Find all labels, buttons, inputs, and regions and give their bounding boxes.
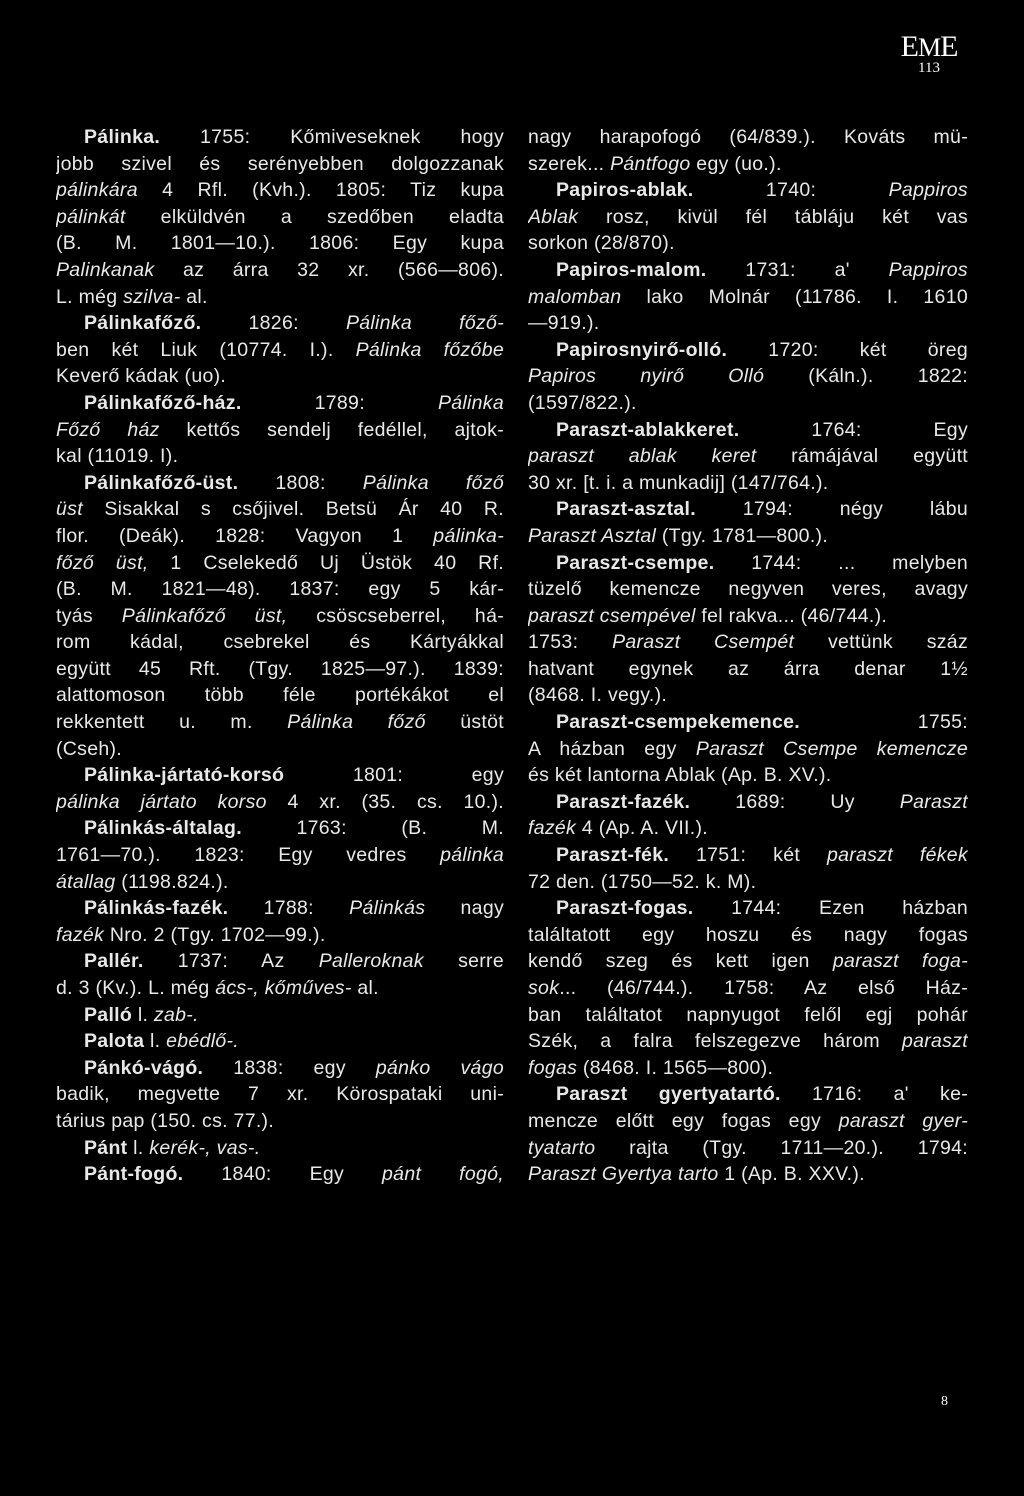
text-line bbox=[528, 1028, 968, 1055]
text-line bbox=[528, 151, 968, 178]
text-line bbox=[528, 762, 968, 789]
headword: Palota bbox=[84, 1030, 145, 1053]
text-line bbox=[528, 789, 968, 816]
text-line bbox=[56, 1135, 504, 1162]
text-line bbox=[528, 204, 968, 231]
italic-text: Pálinka főző bbox=[362, 471, 504, 494]
headword: Papiros-malom. bbox=[556, 258, 707, 281]
text-segment: nagy harapofogó (64/839.). Kováts mü- bbox=[528, 126, 968, 148]
text-segment: serre bbox=[423, 950, 504, 973]
italic-text: paraszt bbox=[901, 1030, 968, 1053]
text-line bbox=[528, 443, 968, 470]
headword: Paraszt-asztal. bbox=[556, 498, 696, 521]
text-segment: rámájával együtt bbox=[756, 445, 968, 468]
text-segment: 4 (Ap. A. VII.). bbox=[576, 817, 709, 840]
text-segment: üstöt bbox=[425, 711, 504, 734]
italic-text: Pálinka főző bbox=[287, 711, 426, 734]
text-segment: 1737: Az bbox=[143, 950, 319, 973]
text-segment: (B. M. 1801—10.). 1806: Egy kupa bbox=[56, 232, 504, 255]
text-segment: csöscseberrel, há- bbox=[287, 604, 504, 627]
italic-text: Pálinka főzőbe bbox=[355, 338, 504, 361]
text-line bbox=[56, 363, 504, 390]
text-line bbox=[56, 523, 504, 550]
text-line bbox=[56, 1002, 504, 1029]
italic-text: Pántfogo bbox=[610, 152, 691, 175]
text-line bbox=[56, 204, 504, 231]
text-segment: elküldvén a szedőben eladta bbox=[125, 205, 504, 228]
text-segment: 1788: bbox=[228, 897, 350, 920]
text-segment: alattomoson több féle portékákot el bbox=[56, 684, 504, 707]
text-segment: Keverő kádak (uo). bbox=[56, 365, 227, 388]
text-line bbox=[56, 230, 504, 257]
text-line bbox=[56, 603, 504, 630]
text-segment: 1763: (B. M. bbox=[241, 817, 504, 840]
text-segment: badik, megvette 7 xr. Körospataki uni- bbox=[56, 1083, 504, 1106]
italic-text: pánko vágo bbox=[375, 1056, 504, 1079]
text-segment: 4 Rfl. (Kvh.). 1805: Tiz kupa bbox=[137, 179, 504, 202]
italic-text: Pálinkás bbox=[349, 897, 426, 920]
page-header bbox=[894, 30, 964, 76]
text-segment: al. bbox=[351, 977, 379, 999]
text-line bbox=[528, 1002, 968, 1029]
italic-text: malomban bbox=[528, 285, 622, 308]
italic-text: pánt fogó, bbox=[382, 1163, 504, 1186]
italic-text: pálinkára bbox=[56, 179, 138, 202]
text-line bbox=[56, 337, 504, 364]
italic-text: Pálinka bbox=[437, 391, 504, 414]
text-segment: az árra 32 xr. (566—806). bbox=[154, 258, 504, 281]
text-line bbox=[528, 363, 968, 390]
text-segment: 4 xr. (35. cs. 10.). bbox=[266, 790, 504, 813]
text-line bbox=[528, 975, 968, 1002]
text-segment: d. 3 (Kv.). L. még bbox=[56, 977, 216, 999]
italic-text: kerék-, vas-. bbox=[149, 1136, 261, 1159]
text-line bbox=[56, 496, 504, 523]
italic-text: ebédlő-. bbox=[166, 1030, 239, 1053]
text-line bbox=[56, 390, 504, 417]
text-segment: l. bbox=[144, 1030, 167, 1053]
text-line bbox=[528, 682, 968, 709]
headword: Paraszt gyertyatartó. bbox=[556, 1083, 781, 1106]
signature-mark: 8 bbox=[941, 1394, 948, 1409]
italic-text: paraszt gyer- bbox=[838, 1109, 968, 1132]
text-segment: találtatott egy hoszu és nagy fogas bbox=[528, 923, 968, 946]
text-segment: ban találtatot napnyugot felől egj pohár bbox=[528, 1003, 968, 1026]
italic-text: paraszt foga- bbox=[832, 950, 968, 973]
italic-text: pálinka jártato korso bbox=[56, 790, 267, 813]
logo-letter: E bbox=[900, 30, 918, 63]
text-line bbox=[56, 1081, 504, 1108]
italic-text: Papiros nyirő Olló bbox=[528, 365, 765, 388]
text-line bbox=[528, 124, 968, 151]
text-line bbox=[528, 709, 968, 736]
text-segment: (1198.824.). bbox=[115, 870, 229, 893]
text-line bbox=[56, 1161, 504, 1188]
text-segment: 1794: négy lábu bbox=[695, 498, 968, 521]
text-line bbox=[56, 762, 504, 789]
text-line bbox=[528, 895, 968, 922]
headword: Pánkó-vágó. bbox=[84, 1056, 204, 1079]
text-line bbox=[56, 736, 504, 763]
right-column bbox=[528, 124, 968, 1188]
text-line bbox=[528, 736, 968, 763]
text-segment: (Cseh). bbox=[56, 737, 123, 760]
text-segment: és két lantorna Ablak (Ap. B. XV.). bbox=[528, 764, 832, 787]
headword: Paraszt-fazék. bbox=[556, 790, 691, 813]
italic-text: pálinka- bbox=[433, 524, 504, 547]
text-segment: rekkentett u. m. bbox=[56, 711, 288, 734]
italic-text: Palleroknak bbox=[318, 950, 424, 973]
text-segment: hatvant egynek az árra denar 1½ bbox=[528, 657, 968, 680]
text-segment: (1597/822.). bbox=[528, 391, 637, 414]
italic-text: Ablak bbox=[528, 205, 579, 228]
italic-text: Pappiros bbox=[888, 258, 968, 281]
text-line bbox=[56, 869, 504, 896]
text-segment: 1 (Ap. B. XXV.). bbox=[718, 1163, 865, 1186]
italic-text: zab-. bbox=[153, 1003, 199, 1026]
text-segment: 72 den. (1750—52. k. M). bbox=[528, 870, 757, 893]
italic-text: Pálinkafőző üst, bbox=[121, 604, 288, 627]
text-segment: 1755: bbox=[800, 711, 968, 734]
text-line bbox=[528, 470, 968, 497]
text-line bbox=[528, 177, 968, 204]
text-line bbox=[528, 842, 968, 869]
italic-text: főző üst, bbox=[56, 551, 149, 574]
text-segment: (Káln.). 1822: bbox=[764, 365, 968, 388]
text-segment: 1689: Uy bbox=[690, 790, 900, 813]
text-line bbox=[56, 310, 504, 337]
text-line bbox=[528, 284, 968, 311]
text-segment: tárius pap (150. cs. 77.). bbox=[56, 1109, 275, 1132]
logo-letter: M bbox=[917, 33, 941, 62]
text-segment: Sisakkal s csőjivel. Betsü Ár 40 R. bbox=[82, 498, 504, 521]
text-line bbox=[56, 443, 504, 470]
text-line bbox=[56, 975, 504, 1002]
text-segment: sorkon (28/870). bbox=[528, 232, 675, 255]
left-column bbox=[56, 124, 504, 1188]
text-line bbox=[56, 124, 504, 151]
text-line bbox=[56, 709, 504, 736]
italic-text: fogas bbox=[528, 1056, 578, 1079]
text-line bbox=[56, 576, 504, 603]
italic-text: Paraszt Csempét bbox=[612, 631, 795, 654]
text-segment: kendő szeg és kett igen bbox=[528, 950, 833, 973]
text-line bbox=[528, 390, 968, 417]
text-segment: jobb szivel és serényebben dolgozzanak bbox=[56, 152, 504, 175]
text-line bbox=[528, 1135, 968, 1162]
headword: Paraszt-csempekemence. bbox=[556, 711, 800, 734]
text-line bbox=[528, 310, 968, 337]
italic-text: sok bbox=[528, 977, 560, 999]
text-line bbox=[56, 682, 504, 709]
text-line bbox=[528, 629, 968, 656]
italic-text: paraszt ablak keret bbox=[528, 445, 757, 468]
text-line bbox=[528, 337, 968, 364]
text-segment: kal (11019. I). bbox=[56, 445, 179, 468]
text-segment: fel rakva... (46/744.). bbox=[695, 604, 888, 627]
text-line bbox=[528, 230, 968, 257]
text-segment: tyás bbox=[56, 604, 122, 627]
text-segment: (8468. I. 1565—800). bbox=[577, 1056, 774, 1079]
text-segment: ... (46/744.). 1758: Az első Ház- bbox=[559, 977, 968, 999]
text-line bbox=[56, 1055, 504, 1082]
text-line bbox=[56, 842, 504, 869]
headword: Paraszt-fogas. bbox=[556, 897, 694, 920]
text-segment: 1801: egy bbox=[284, 764, 504, 787]
text-line bbox=[528, 576, 968, 603]
text-segment: 1838: egy bbox=[203, 1056, 376, 1079]
text-line bbox=[56, 550, 504, 577]
text-segment: 1744: Ezen házban bbox=[693, 897, 968, 920]
headword: Pálinkafőző-ház. bbox=[84, 391, 242, 414]
page-number: 113 bbox=[918, 60, 940, 76]
text-line bbox=[528, 869, 968, 896]
italic-text: Paraszt Gyertya tarto bbox=[528, 1163, 719, 1186]
text-segment: vettünk száz bbox=[794, 631, 968, 654]
text-line bbox=[56, 177, 504, 204]
text-segment: —919.). bbox=[528, 312, 600, 335]
text-segment: mencze előtt egy fogas egy bbox=[528, 1109, 839, 1132]
text-line bbox=[528, 922, 968, 949]
text-line bbox=[528, 496, 968, 523]
text-segment: l. bbox=[132, 1003, 154, 1026]
text-segment: 1740: bbox=[693, 179, 889, 202]
italic-text: Főző ház bbox=[56, 418, 160, 441]
text-line bbox=[528, 1081, 968, 1108]
text-segment: rosz, kivül fél tábláju két vas bbox=[578, 205, 968, 228]
text-line bbox=[56, 1028, 504, 1055]
text-segment: (B. M. 1821—48). 1837: egy 5 kár- bbox=[56, 578, 504, 601]
italic-text: üst bbox=[56, 498, 83, 521]
text-segment: flor. (Deák). 1828: Vagyon 1 bbox=[56, 524, 434, 547]
headword: Pálinka-jártató-korsó bbox=[84, 764, 285, 787]
italic-text: Palinkanak bbox=[56, 258, 155, 281]
text-segment: 1808: bbox=[238, 471, 363, 494]
text-segment: lako Molnár (11786. I. 1610 bbox=[621, 285, 968, 308]
text-segment: A házban egy bbox=[528, 737, 696, 760]
text-line bbox=[56, 922, 504, 949]
text-line bbox=[56, 895, 504, 922]
italic-text: tyatarto bbox=[528, 1136, 596, 1159]
text-line bbox=[528, 815, 968, 842]
text-segment: ben két Liuk (10774. I.). bbox=[56, 338, 356, 361]
text-segment: 30 xr. [t. i. a munkadij] (147/764.). bbox=[528, 471, 829, 494]
text-line bbox=[56, 151, 504, 178]
text-segment: egy (uo.). bbox=[690, 152, 782, 175]
italic-text: pálinka bbox=[440, 844, 504, 867]
italic-text: fazék bbox=[56, 923, 105, 946]
headword: Paraszt-csempe. bbox=[556, 551, 715, 574]
headword: Pálinka. bbox=[84, 126, 161, 148]
italic-text: paraszt fékek bbox=[826, 844, 968, 867]
text-line bbox=[56, 470, 504, 497]
text-segment: nagy bbox=[425, 897, 504, 920]
text-segment: 1731: a' bbox=[706, 258, 889, 281]
logo-letter: E bbox=[940, 30, 958, 63]
text-segment: Szék, a falra felszegezve három bbox=[528, 1030, 902, 1053]
text-line bbox=[528, 257, 968, 284]
headword: Papiros-ablak. bbox=[556, 179, 694, 202]
italic-text: fazék bbox=[528, 817, 577, 840]
text-line bbox=[56, 257, 504, 284]
text-segment: 1826: bbox=[201, 312, 346, 335]
text-segment: al. bbox=[180, 285, 208, 308]
text-segment: 1789: bbox=[241, 391, 438, 414]
italic-text: paraszt csempével bbox=[528, 604, 696, 627]
italic-text: szilva- bbox=[123, 285, 181, 308]
text-line bbox=[528, 523, 968, 550]
text-line bbox=[56, 417, 504, 444]
text-line bbox=[528, 603, 968, 630]
text-segment: 1840: Egy bbox=[183, 1163, 383, 1186]
text-line bbox=[56, 789, 504, 816]
text-segment: rajta (Tgy. 1711—20.). 1794: bbox=[595, 1136, 968, 1159]
text-segment: (Tgy. 1781—800.). bbox=[656, 524, 829, 547]
text-segment: 1720: két öreg bbox=[727, 338, 968, 361]
italic-text: Paraszt Csempe kemencze bbox=[695, 737, 968, 760]
headword: Pálinkás-fazék. bbox=[84, 897, 229, 920]
text-line bbox=[528, 1055, 968, 1082]
headword: Pálinkás-általag. bbox=[84, 817, 242, 840]
text-segment: kettős sendelj fedéllel, ajtok- bbox=[159, 418, 504, 441]
journal-logo bbox=[894, 30, 964, 63]
headword: Pánt bbox=[84, 1136, 128, 1159]
italic-text: pálinkát bbox=[56, 205, 126, 228]
text-line bbox=[56, 815, 504, 842]
text-line bbox=[528, 417, 968, 444]
text-line bbox=[528, 656, 968, 683]
text-segment: együtt 45 Rft. (Tgy. 1825—97.). 1839: bbox=[56, 657, 504, 680]
text-line bbox=[528, 1161, 968, 1188]
text-segment: l. bbox=[127, 1136, 150, 1159]
text-line bbox=[56, 948, 504, 975]
text-segment: 1744: ... melyben bbox=[714, 551, 968, 574]
text-segment: 1753: bbox=[528, 631, 613, 654]
text-segment: (8468. I. vegy.). bbox=[528, 684, 668, 707]
text-line bbox=[528, 1108, 968, 1135]
headword: Pánt-fogó. bbox=[84, 1163, 184, 1186]
italic-text: Paraszt bbox=[899, 790, 968, 813]
text-segment: Nro. 2 (Tgy. 1702—99.). bbox=[104, 923, 326, 946]
headword: Pálinkafőző-üst. bbox=[84, 471, 239, 494]
italic-text: Pálinka főző- bbox=[345, 312, 504, 335]
text-line bbox=[56, 1108, 504, 1135]
text-line bbox=[528, 550, 968, 577]
text-segment: szerek... bbox=[528, 152, 611, 175]
headword: Pálinkafőző. bbox=[84, 312, 202, 335]
text-segment: 1761—70.). 1823: Egy vedres bbox=[56, 844, 441, 867]
text-segment: 1764: Egy bbox=[739, 418, 968, 441]
text-segment: 1 Cselekedő Uj Üstök 40 Rf. bbox=[148, 551, 504, 574]
headword: Paraszt-ablakkeret. bbox=[556, 418, 740, 441]
headword: Pallér. bbox=[84, 950, 144, 973]
text-line bbox=[528, 948, 968, 975]
text-segment: L. még bbox=[56, 285, 124, 308]
text-line bbox=[56, 629, 504, 656]
text-segment: 1755: Kőmiveseknek hogy bbox=[160, 126, 504, 148]
text-line bbox=[56, 656, 504, 683]
italic-text: ács-, kőműves- bbox=[215, 977, 352, 999]
headword: Palló bbox=[84, 1003, 133, 1026]
text-segment: 1751: két bbox=[669, 844, 827, 867]
headword: Paraszt-fék. bbox=[556, 844, 670, 867]
italic-text: Pappiros bbox=[888, 179, 968, 202]
text-segment: tüzelő kemencze negyven veres, avagy bbox=[528, 578, 968, 601]
italic-text: Paraszt Asztal bbox=[528, 524, 657, 547]
headword: Papirosnyirő-olló. bbox=[556, 338, 728, 361]
text-segment: rom kádal, csebrekel és Kártyákkal bbox=[56, 631, 504, 654]
italic-text: átallag bbox=[56, 870, 116, 893]
text-segment: 1716: a' ke- bbox=[780, 1083, 968, 1106]
text-line bbox=[56, 284, 504, 311]
